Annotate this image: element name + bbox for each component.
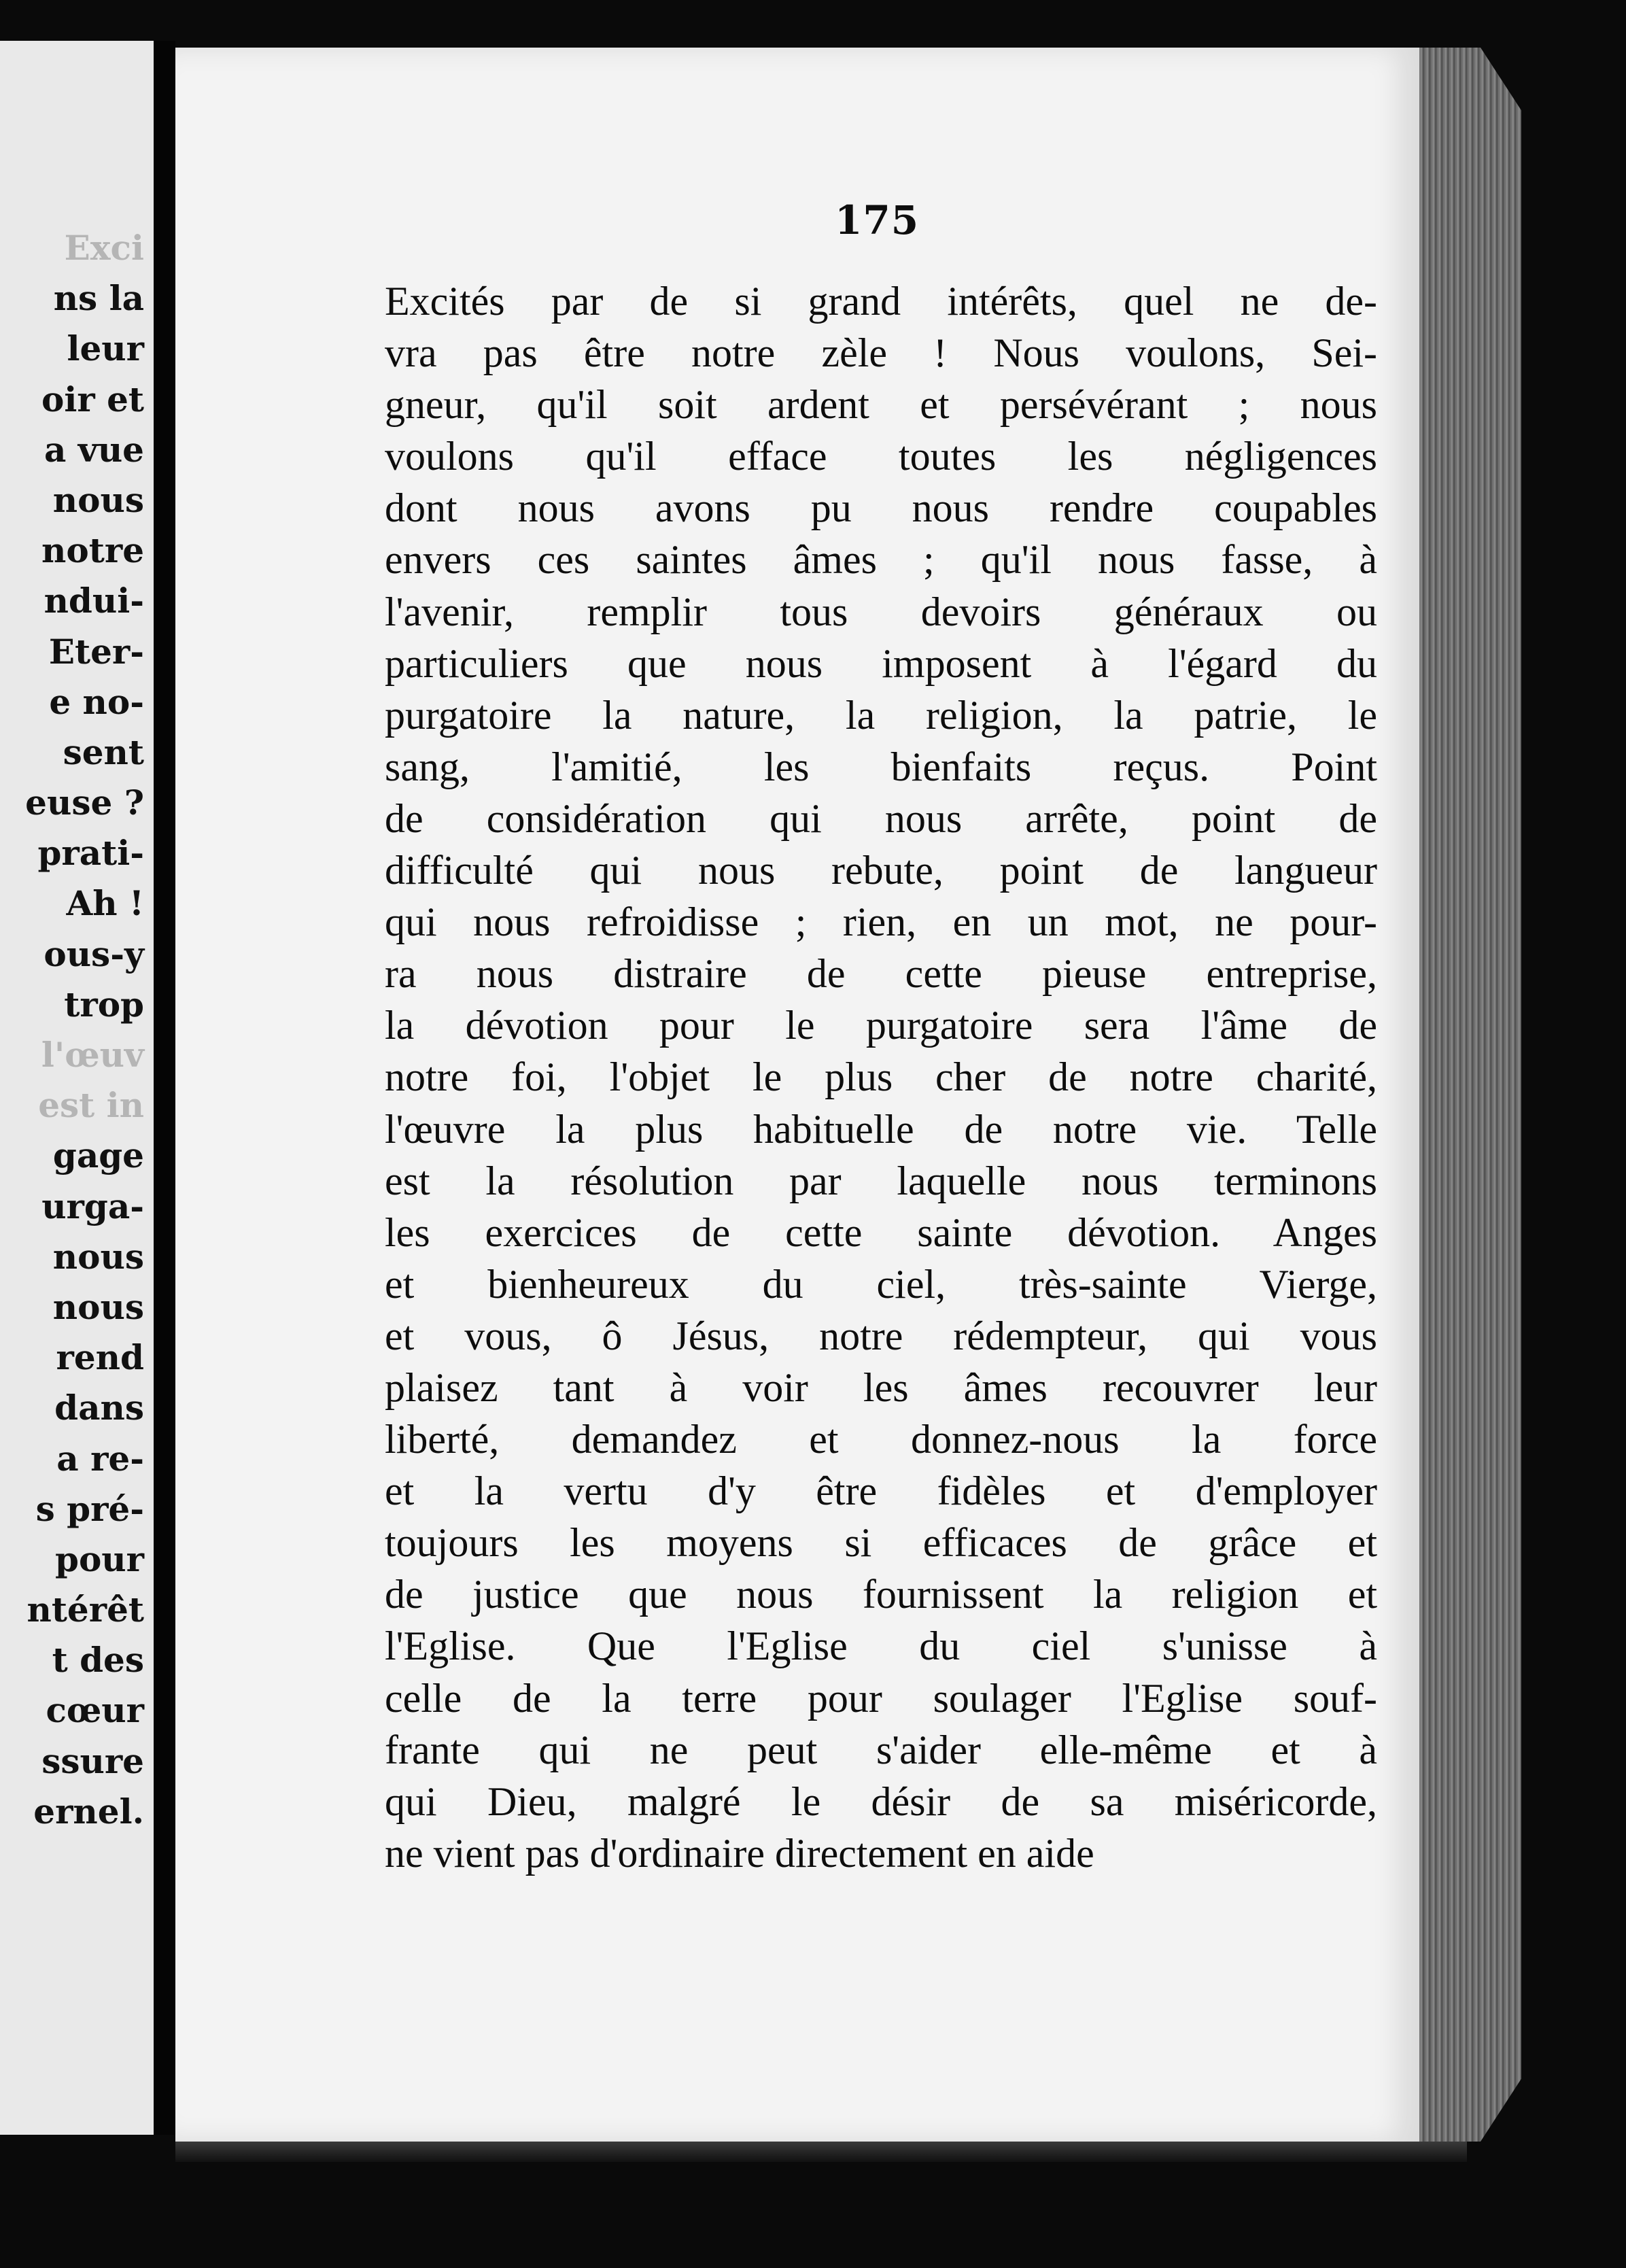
text-line: celle de la terre pour soulager l'Eglise souf- [385, 1675, 1377, 1721]
facing-page-fragment: ns la [53, 278, 144, 319]
text-line: est la résolution par laquelle nous terminons [385, 1158, 1377, 1203]
facing-page-fragment: euse ? [25, 783, 144, 823]
facing-page-fragment: trop [64, 984, 144, 1025]
book-bottom-edge [175, 2142, 1467, 2162]
text-line: la dévotion pour le purgatoire sera l'âme de [385, 1003, 1377, 1048]
text-line: qui nous refroidisse ; rien, en un mot, ne pour- [385, 899, 1377, 945]
facing-page-fragment: nous [52, 1286, 144, 1327]
facing-page-fragment: sent [63, 732, 144, 772]
facing-page-fragment: dans [54, 1388, 144, 1428]
text-line: purgatoire la nature, la religion, la patrie, le [385, 692, 1377, 738]
book-gutter [154, 41, 175, 2135]
text-line: envers ces saintes âmes ; qu'il nous fasse, à [385, 537, 1377, 583]
page-number: 175 [835, 197, 920, 243]
facing-page-fragment: Ah ! [66, 883, 144, 924]
facing-page-fragment: leur [67, 328, 144, 369]
facing-page-fragment: rend [56, 1337, 144, 1378]
text-line: toujours les moyens si efficaces de grâce et [385, 1520, 1377, 1566]
facing-page-fragment: nous [52, 1236, 144, 1277]
facing-page-fragment: l'œuv [41, 1035, 144, 1075]
facing-page-fragment: ous-y [44, 933, 144, 974]
facing-page-fragment: prati- [37, 833, 144, 874]
text-line: difficulté qui nous rebute, point de langueur [385, 848, 1377, 893]
facing-page-fragment: e no- [49, 681, 144, 722]
book-page [175, 48, 1419, 2142]
text-line: notre foi, l'objet le plus cher de notre charité, [385, 1054, 1377, 1100]
text-line: voulons qu'il efface toutes les négligences [385, 434, 1377, 479]
text-line: liberté, demandez et donnez-nous la force [385, 1417, 1377, 1462]
facing-page-fragment: urga- [41, 1186, 144, 1226]
facing-page-fragment: Eter- [48, 631, 144, 672]
facing-page-left [0, 41, 154, 2135]
text-line: dont nous avons pu nous rendre coupables [385, 485, 1377, 531]
facing-page-fragment: a re- [56, 1438, 144, 1479]
text-line: ra nous distraire de cette pieuse entreprise, [385, 951, 1377, 997]
text-line: l'œuvre la plus habituelle de notre vie. Telle [385, 1106, 1377, 1152]
text-line: sang, l'amitié, les bienfaits reçus. Point [385, 744, 1377, 789]
text-line: qui Dieu, malgré le désir de sa miséricorde, [385, 1779, 1377, 1824]
facing-page-fragment: pour [54, 1539, 144, 1579]
text-line: les exercices de cette sainte dévotion. Anges [385, 1209, 1377, 1255]
facing-page-fragment: a vue [44, 429, 144, 470]
text-line: de considération qui nous arrête, point de [385, 795, 1377, 841]
text-line: et vous, ô Jésus, notre rédempteur, qui vous [385, 1313, 1377, 1358]
facing-page-fragment: oir et [41, 379, 144, 419]
facing-page-fragment: cœur [46, 1690, 144, 1731]
facing-page-fragment: t des [52, 1640, 144, 1681]
text-line: gneur, qu'il soit ardent et persévérant ; nous [385, 382, 1377, 428]
text-line: de justice que nous fournissent la religion et [385, 1572, 1377, 1617]
facing-page-text-fragments [25, 223, 144, 1837]
facing-page-fragment: ssure [41, 1740, 144, 1781]
text-line: ne vient pas d'ordinaire directement en aide [385, 1830, 1094, 1876]
facing-page-fragment: notre [41, 530, 144, 571]
facing-page-fragment: nous [52, 479, 144, 520]
facing-page-fragment: Exci [64, 228, 144, 268]
facing-page-fragment: est in [38, 1085, 144, 1126]
text-line: et la vertu d'y être fidèles et d'employer [385, 1468, 1377, 1514]
facing-page-fragment: ernel. [33, 1791, 144, 1832]
facing-page-fragment: gage [52, 1135, 144, 1176]
page-edges [1419, 48, 1521, 2142]
text-line: particuliers que nous imposent à l'égard du [385, 640, 1377, 686]
facing-page-fragment: ntérêt [27, 1590, 144, 1630]
page-body-text [385, 275, 1377, 1879]
text-line: l'Eglise. Que l'Eglise du ciel s'unisse à [385, 1623, 1377, 1669]
facing-page-fragment: s pré- [35, 1488, 144, 1529]
facing-page-fragment: ndui- [44, 581, 144, 621]
text-line: et bienheureux du ciel, très-sainte Vierge, [385, 1261, 1377, 1307]
text-line: Excités par de si grand intérêts, quel ne de- [385, 279, 1377, 324]
text-line: l'avenir, remplir tous devoirs généraux ou [385, 589, 1377, 634]
text-line: frante qui ne peut s'aider elle-même et à [385, 1727, 1377, 1772]
text-line: plaisez tant à voir les âmes recouvrer leur [385, 1364, 1377, 1410]
text-line: vra pas être notre zèle ! Nous voulons, Sei- [385, 330, 1377, 376]
